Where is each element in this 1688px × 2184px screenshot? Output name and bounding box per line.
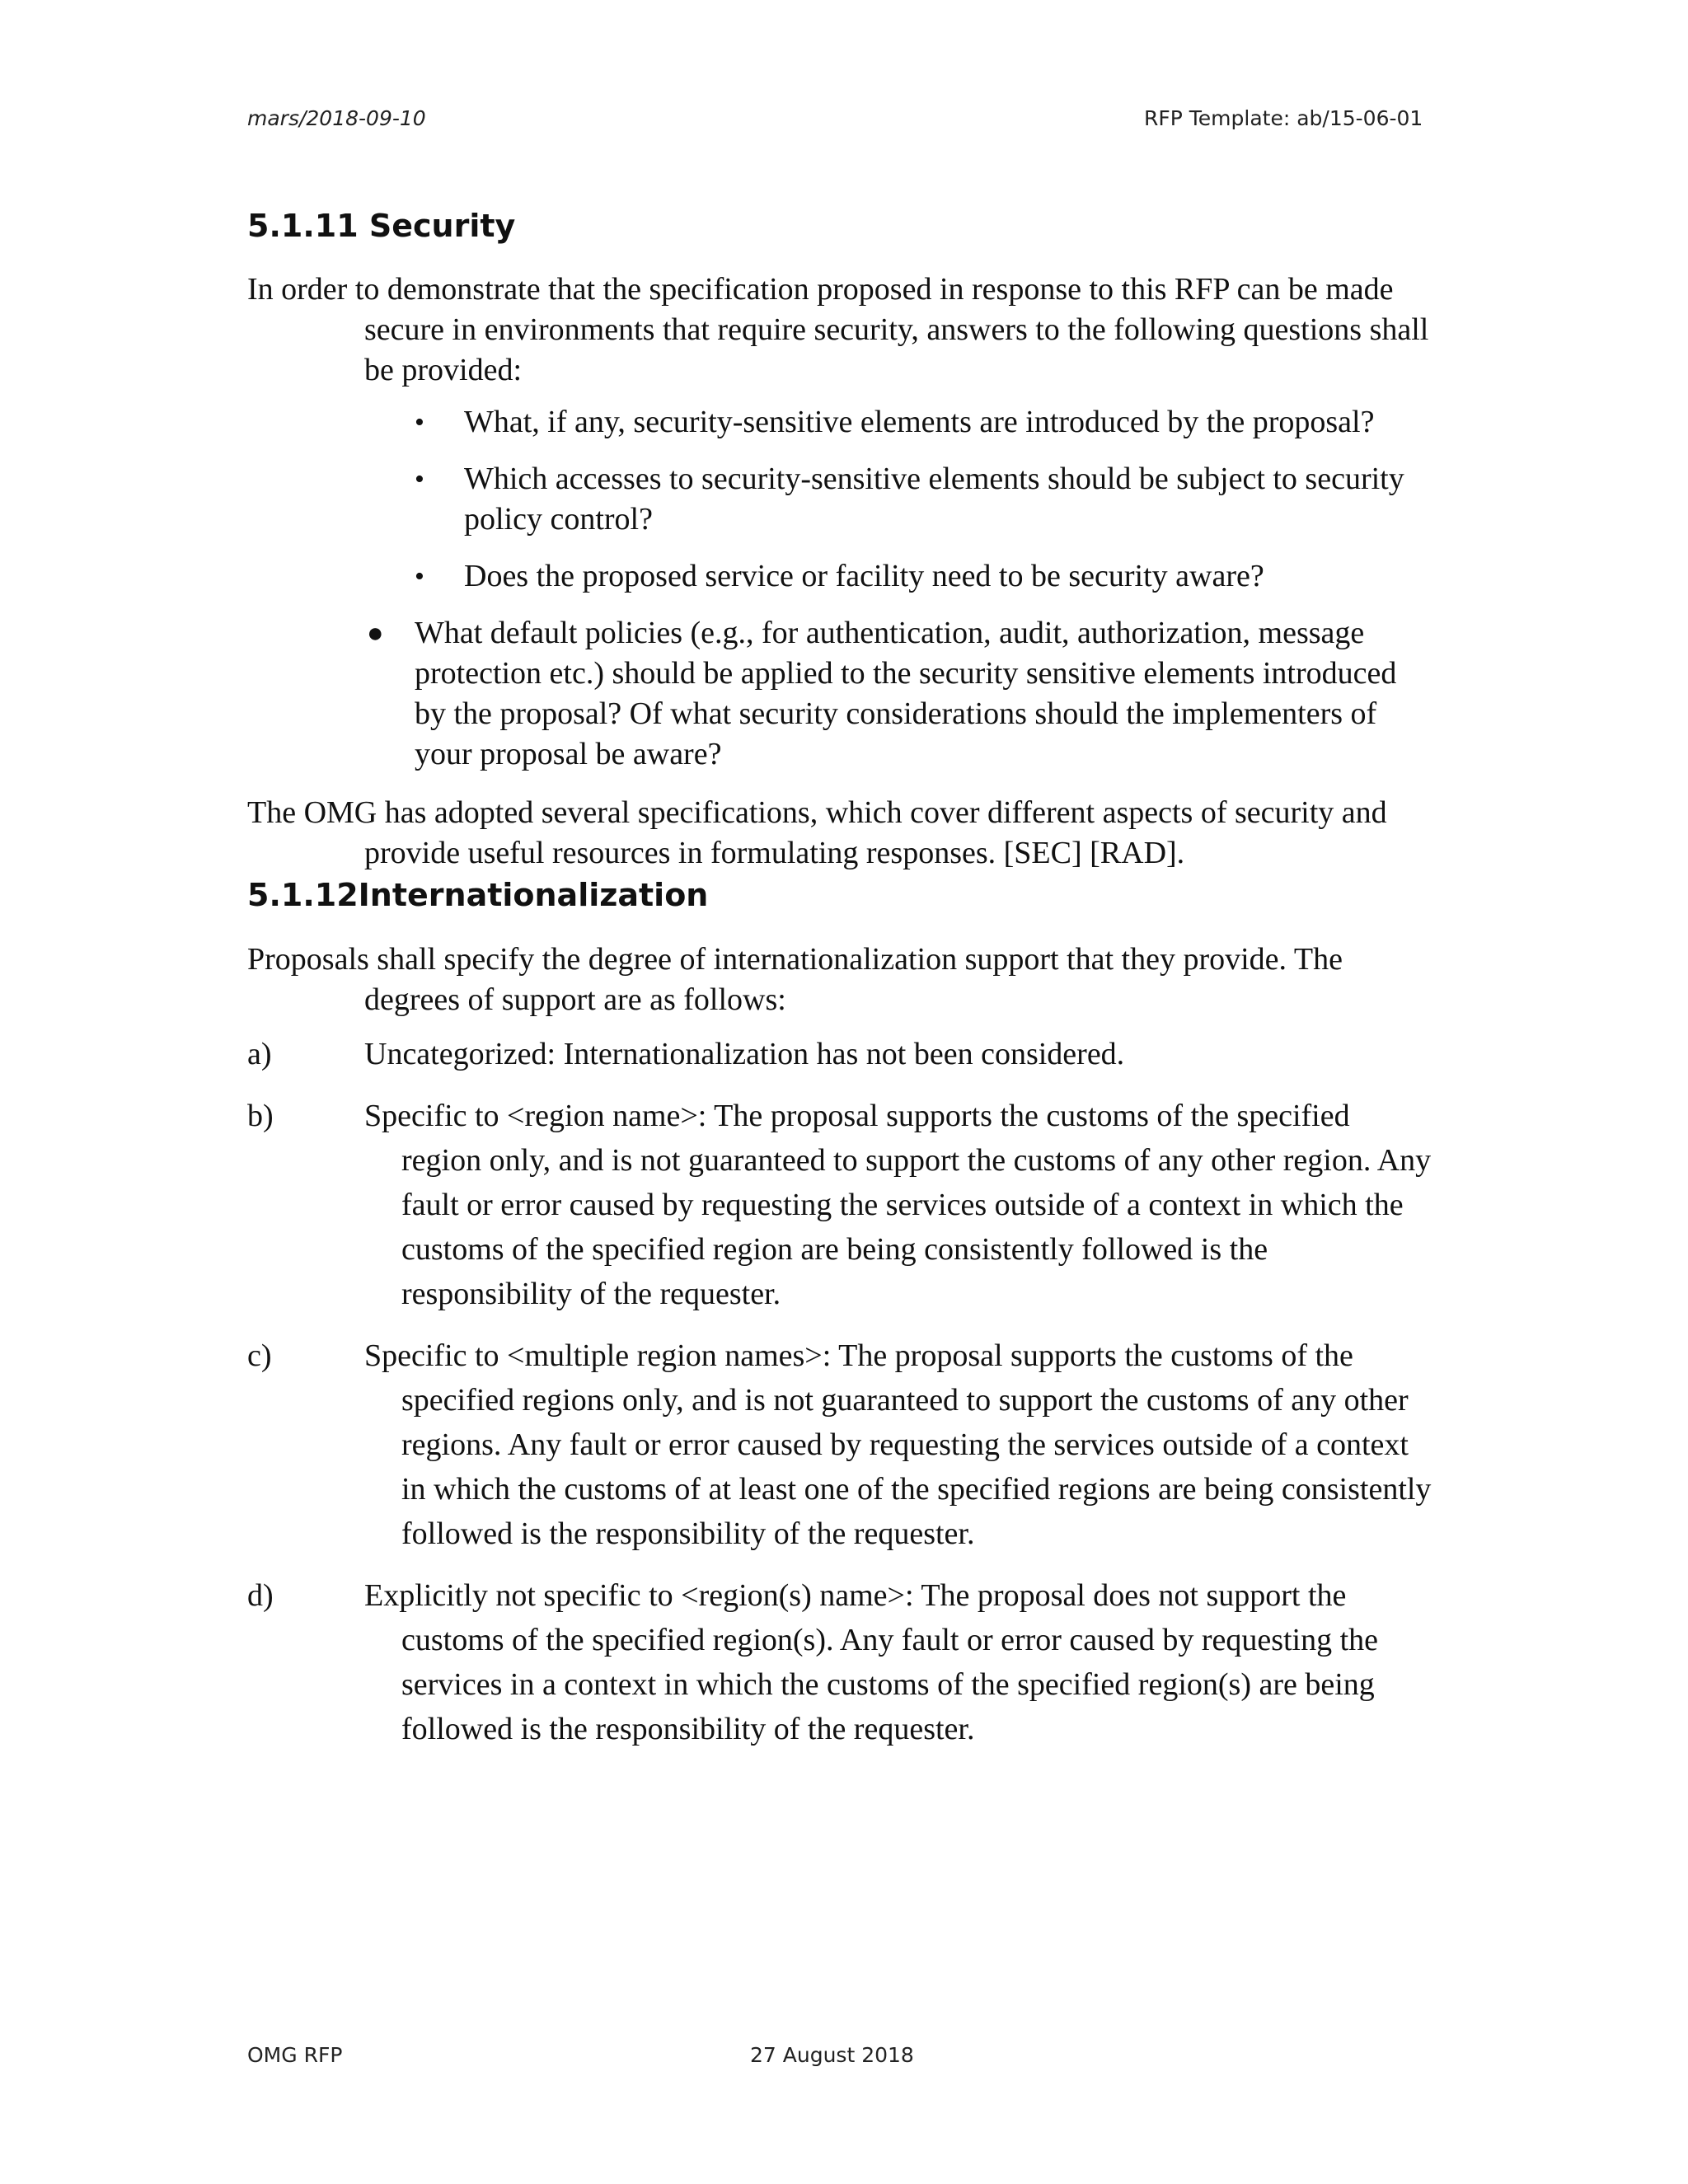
bullet-icon: ● — [367, 618, 384, 649]
list-item-text: What, if any, security-sensitive elements are introduced by the proposal? — [464, 405, 1375, 439]
section-number: 5.1.11 — [247, 208, 359, 244]
list-item — [247, 1094, 1434, 1316]
list-item — [247, 1032, 1434, 1076]
security-policy-list — [247, 613, 1434, 775]
list-item — [247, 402, 1434, 443]
list-item-text: Does the proposed service or facility need to be security aware? — [464, 559, 1264, 593]
security-question-list — [247, 402, 1434, 597]
list-item-label: d) — [247, 1578, 274, 1613]
list-item-text: Specific to <multiple region names>: The proposal supports the customs of the specified regions only, and is not guaranteed to support the customs of any other regions. Any fault or error caused by requesting the services outside of a context in which the customs of at least one of the specified regions are being consistently followed is the responsibility of the requester. — [364, 1338, 1432, 1551]
bullet-icon: • — [415, 407, 424, 438]
footer-date: 27 August 2018 — [750, 2043, 914, 2067]
security-closing-paragraph: The OMG has adopted several specifications, which cover different aspects of security and provide useful resources in formulating responses. [SEC] [RAD]. — [247, 795, 1387, 870]
section-title: Internationalization — [358, 877, 709, 913]
internationalization-intro-paragraph: Proposals shall specify the degree of internationalization support that they provide. The degrees of support are as follows: — [247, 942, 1343, 1017]
section-heading-internationalization — [247, 874, 1434, 916]
list-item-label: c) — [247, 1338, 272, 1373]
list-item-text: Explicitly not specific to <region(s) name>: The proposal does not support the customs of the specified region(s). Any fault or error caused by requesting the services in a context in which the customs of the specified region(s) are being followed is the responsibility of the requester. — [364, 1578, 1379, 1746]
list-item-text: Uncategorized: Internationalization has not been considered. — [364, 1037, 1125, 1071]
list-item — [247, 459, 1434, 540]
list-item-label: a) — [247, 1037, 272, 1071]
footer-document-name: OMG RFP — [247, 2043, 343, 2067]
section-heading-security — [247, 204, 1434, 247]
list-item — [247, 556, 1434, 597]
list-item — [247, 1333, 1434, 1556]
bullet-icon: • — [415, 464, 424, 494]
list-item — [247, 613, 1434, 775]
security-intro-paragraph: In order to demonstrate that the specification proposed in response to this RFP can be made secure in environments that require security, answers to the following questions shall be provided: — [247, 272, 1429, 387]
section-number: 5.1.12 — [247, 877, 359, 913]
list-item — [247, 1573, 1434, 1751]
list-item-label: b) — [247, 1099, 274, 1133]
header-template-id: RFP Template: ab/15-06-01 — [1144, 106, 1423, 130]
section-title: Security — [368, 208, 516, 244]
support-degree-list — [247, 1032, 1434, 1751]
list-item-text: Which accesses to security-sensitive elements should be subject to security policy control? — [464, 462, 1404, 537]
bullet-icon: • — [415, 561, 424, 592]
header-document-id: mars/2018-09-10 — [247, 106, 426, 130]
list-item-text: Specific to <region name>: The proposal supports the customs of the specified region only, and is not guaranteed to support the customs of any other region. Any fault or error caused by requesting the services outside of a context in which the customs of the specified region are being consistently followed is the responsibility of the requester. — [364, 1099, 1432, 1311]
list-item-text: What default policies (e.g., for authentication, audit, authorization, message protection etc.) should be applied to the security sensitive elements introduced by the proposal? Of what security considerations should the implementers of your proposal be aware? — [415, 616, 1397, 771]
page-content — [247, 204, 1434, 1769]
